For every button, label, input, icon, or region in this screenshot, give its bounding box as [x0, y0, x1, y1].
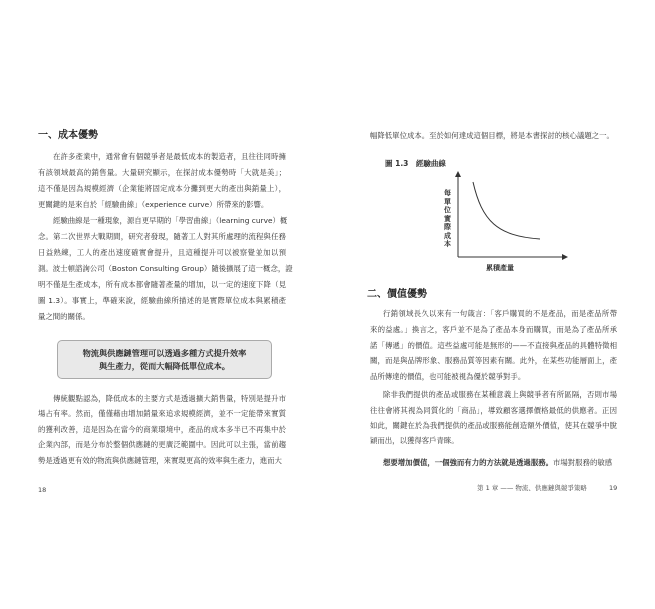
continuation-line: 幅降低單位成本。至於如何達成這個目標，將是本書探討的核心議題之一。 — [370, 131, 614, 140]
text-line: 穎而出，以獲得客戶青睞。 — [370, 436, 459, 445]
figure-title: 圖 1.3 經驗曲線 — [385, 159, 446, 168]
callout-line: 物流與供應鏈管理可以透過多種方式提升效率 — [82, 348, 247, 358]
text-line: 日益熟練，工人的產出速度確實會提升，且這種提升可以被察覺並加以預 — [38, 248, 286, 257]
text-line: 諾「傳遞」的價值。這些益處可能是無形的——不直接與產品的具體特徵相 — [370, 341, 617, 350]
text-line: 往往會將其視為同質化的「商品」，導致顧客選擇價格最低的供應者。正因 — [370, 406, 617, 415]
x-axis-label: 累積產量 — [486, 264, 514, 272]
closing-line — [383, 457, 612, 468]
bold-statement: 想要增加價值，一個強而有力的方法就是透過服務。 — [383, 458, 553, 467]
right-page — [327, 0, 655, 609]
text-line: 來的益處。」換言之，客戶並不是為了產品本身而購買，而是為了產品所承 — [370, 325, 617, 334]
text-line: 經驗曲線是一種現象，源自更早期的「學習曲線」（learning curve）概 — [53, 216, 288, 225]
text-line: 明不僅是生產成本，所有成本都會隨著產量的增加，以一定的速度下降（見 — [38, 280, 286, 289]
text-line: 在許多產業中，通常會有個競爭者是最低成本的製造者，且往往同時擁 — [53, 152, 286, 161]
text-line: 量之間的關係。 — [38, 312, 90, 321]
callout-box — [57, 340, 272, 379]
experience-curve-figure — [452, 166, 572, 261]
page-number-left: 18 — [38, 486, 47, 494]
chapter-footer: 第 1 章 —— 物流、供應鏈與競爭策略 — [477, 484, 587, 492]
text-line: 場占有率。然而，僅僅藉由增加銷量來追求規模經濟，並不一定能帶來實質 — [38, 409, 286, 418]
section-heading-cost-advantage: 一、成本優勢 — [38, 130, 98, 141]
text-line: 有該領域最高的銷售量。大量研究顯示，在探討成本優勢時「大就是美」； — [38, 168, 286, 177]
text-line: 除非我們提供的產品或服務在某種意義上與競爭者有所區隔，否則市場 — [383, 390, 617, 399]
experience-curve-line — [473, 182, 540, 239]
y-axis-label: 每單位實際成本 — [444, 189, 451, 248]
text-line: 更關鍵的是來自於「經驗曲線」（experience curve）所帶來的影響。 — [38, 200, 269, 209]
text-line: 這不僅是因為規模經濟（企業能將固定成本分攤到更大的產出與銷量上）， — [38, 184, 286, 193]
text-line: 圖 1.3）。事實上，準確來說，經驗曲線所描述的是實際單位成本與累積產 — [38, 296, 286, 305]
left-page — [0, 0, 327, 609]
callout-line: 與生產力，從而大幅降低單位成本。 — [98, 361, 230, 371]
text-line: 念。第二次世界大戰期間，研究者發現，隨著工人對其所處理的流程與任務 — [38, 232, 286, 241]
text-line: 傳統觀點認為，降低成本的主要方式是透過擴大銷售量，特別是提升市 — [53, 394, 286, 403]
text-line: 行銷領域長久以來有一句箴言：「客戶購買的不是產品，而是產品所帶 — [383, 309, 617, 318]
page-number-right: 19 — [609, 484, 618, 492]
text-line: 企業內部，而是分布於整個供應鏈的更廣泛範圍中。因此可以主張，當前趨 — [38, 440, 286, 449]
text-line: 如此，關鍵在於為我們提供的產品或服務能創造額外價值，使其在競爭中脫 — [370, 421, 617, 430]
text-line: 品所傳達的價值，也可能被視為優於競爭對手。 — [370, 372, 526, 381]
text-line: 關，而是與品牌形象、服務品質等因素有關。此外，在某些功能層面上，產 — [370, 356, 617, 365]
text-line: 勢是透過更有效的物流與供應鏈管理，來實現更高的效率與生產力，進而大 — [38, 456, 282, 465]
text-line: 的獲利改善，這是因為在當今的商業環境中，產品的成本多半已不再集中於 — [38, 425, 286, 434]
section-heading-value-advantage: 二、價值優勢 — [367, 289, 427, 300]
closing-line-rest: 市場對服務的敏感 — [553, 458, 613, 467]
text-line: 測。波士頓諮詢公司（Boston Consulting Group）隨後擴展了這一概念，證 — [38, 264, 293, 273]
